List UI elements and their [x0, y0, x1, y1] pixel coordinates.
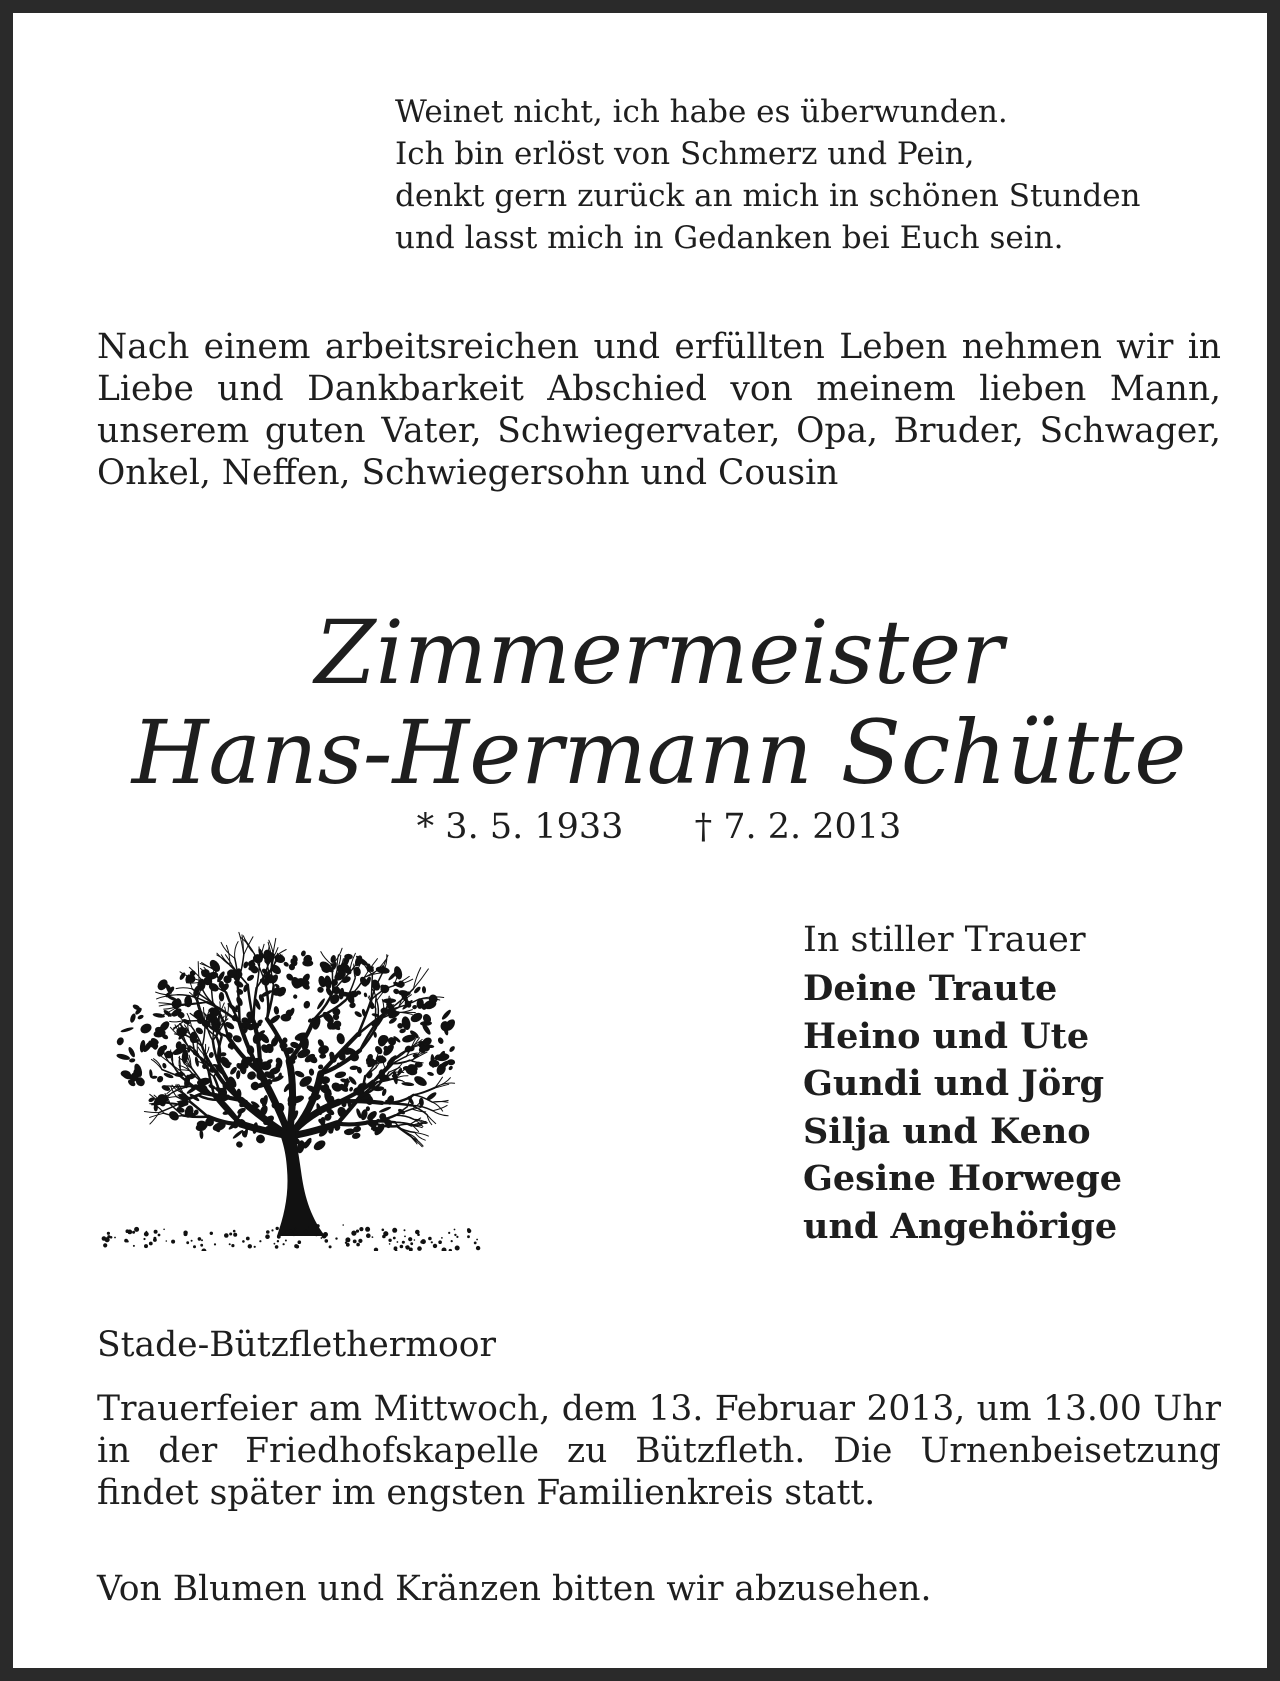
mourner-name: Heino und Ute	[803, 1015, 1090, 1057]
poem-line: Ich bin erlöst von Schmerz und Pein,	[395, 136, 975, 172]
flowers-note: Von Blumen und Kränzen bitten wir abzusehen.	[97, 1569, 932, 1609]
birth-date: * 3. 5. 1933	[416, 807, 624, 847]
intro-text: Nach einem arbeitsreichen und erfüllten Leben nehmen wir in Liebe und Dankbarkeit Abschied von meinem lieben Mann, unserem guten Vater, Schwiegervater, Opa, Bruder, Schwager, Onkel, Neffen, Schwiegersohn und Cousin	[97, 327, 1221, 493]
mourner-name: Silja und Keno	[803, 1110, 1091, 1152]
mourners-intro: In stiller Trauer	[803, 920, 1086, 960]
poem-line: denkt gern zurück an mich in schönen Stunden	[395, 178, 1141, 214]
deceased-title: Zimmermeister	[314, 601, 1004, 704]
deceased-name-block	[97, 603, 1221, 803]
mourner-name: Gundi und Jörg	[803, 1063, 1105, 1104]
deceased-name: Hans-Hermann Schütte	[131, 701, 1187, 804]
tree-illustration-icon	[99, 931, 489, 1251]
death-date: † 7. 2. 2013	[694, 807, 902, 847]
poem-line: Weinet nicht, ich habe es überwunden.	[395, 94, 1008, 130]
life-dates	[97, 805, 1221, 849]
mourners-block	[803, 915, 1243, 1250]
mourner-name: und Angehörige	[803, 1205, 1118, 1247]
place-name: Stade-Bützflethermoor	[97, 1325, 497, 1365]
poem	[395, 91, 1235, 259]
poem-line: und lasst mich in Gedanken bei Euch sein.	[395, 220, 1064, 256]
ceremony-text: Trauerfeier am Mittwoch, dem 13. Februar 2013, um 13.00 Uhr in der Friedhofskapelle zu Bützfleth. Die Urnenbeisetzung findet später im engsten Familienkreis statt.	[97, 1389, 1221, 1513]
mourner-name: Gesine Horwege	[803, 1158, 1123, 1199]
mourner-name: Deine Traute	[803, 968, 1058, 1009]
